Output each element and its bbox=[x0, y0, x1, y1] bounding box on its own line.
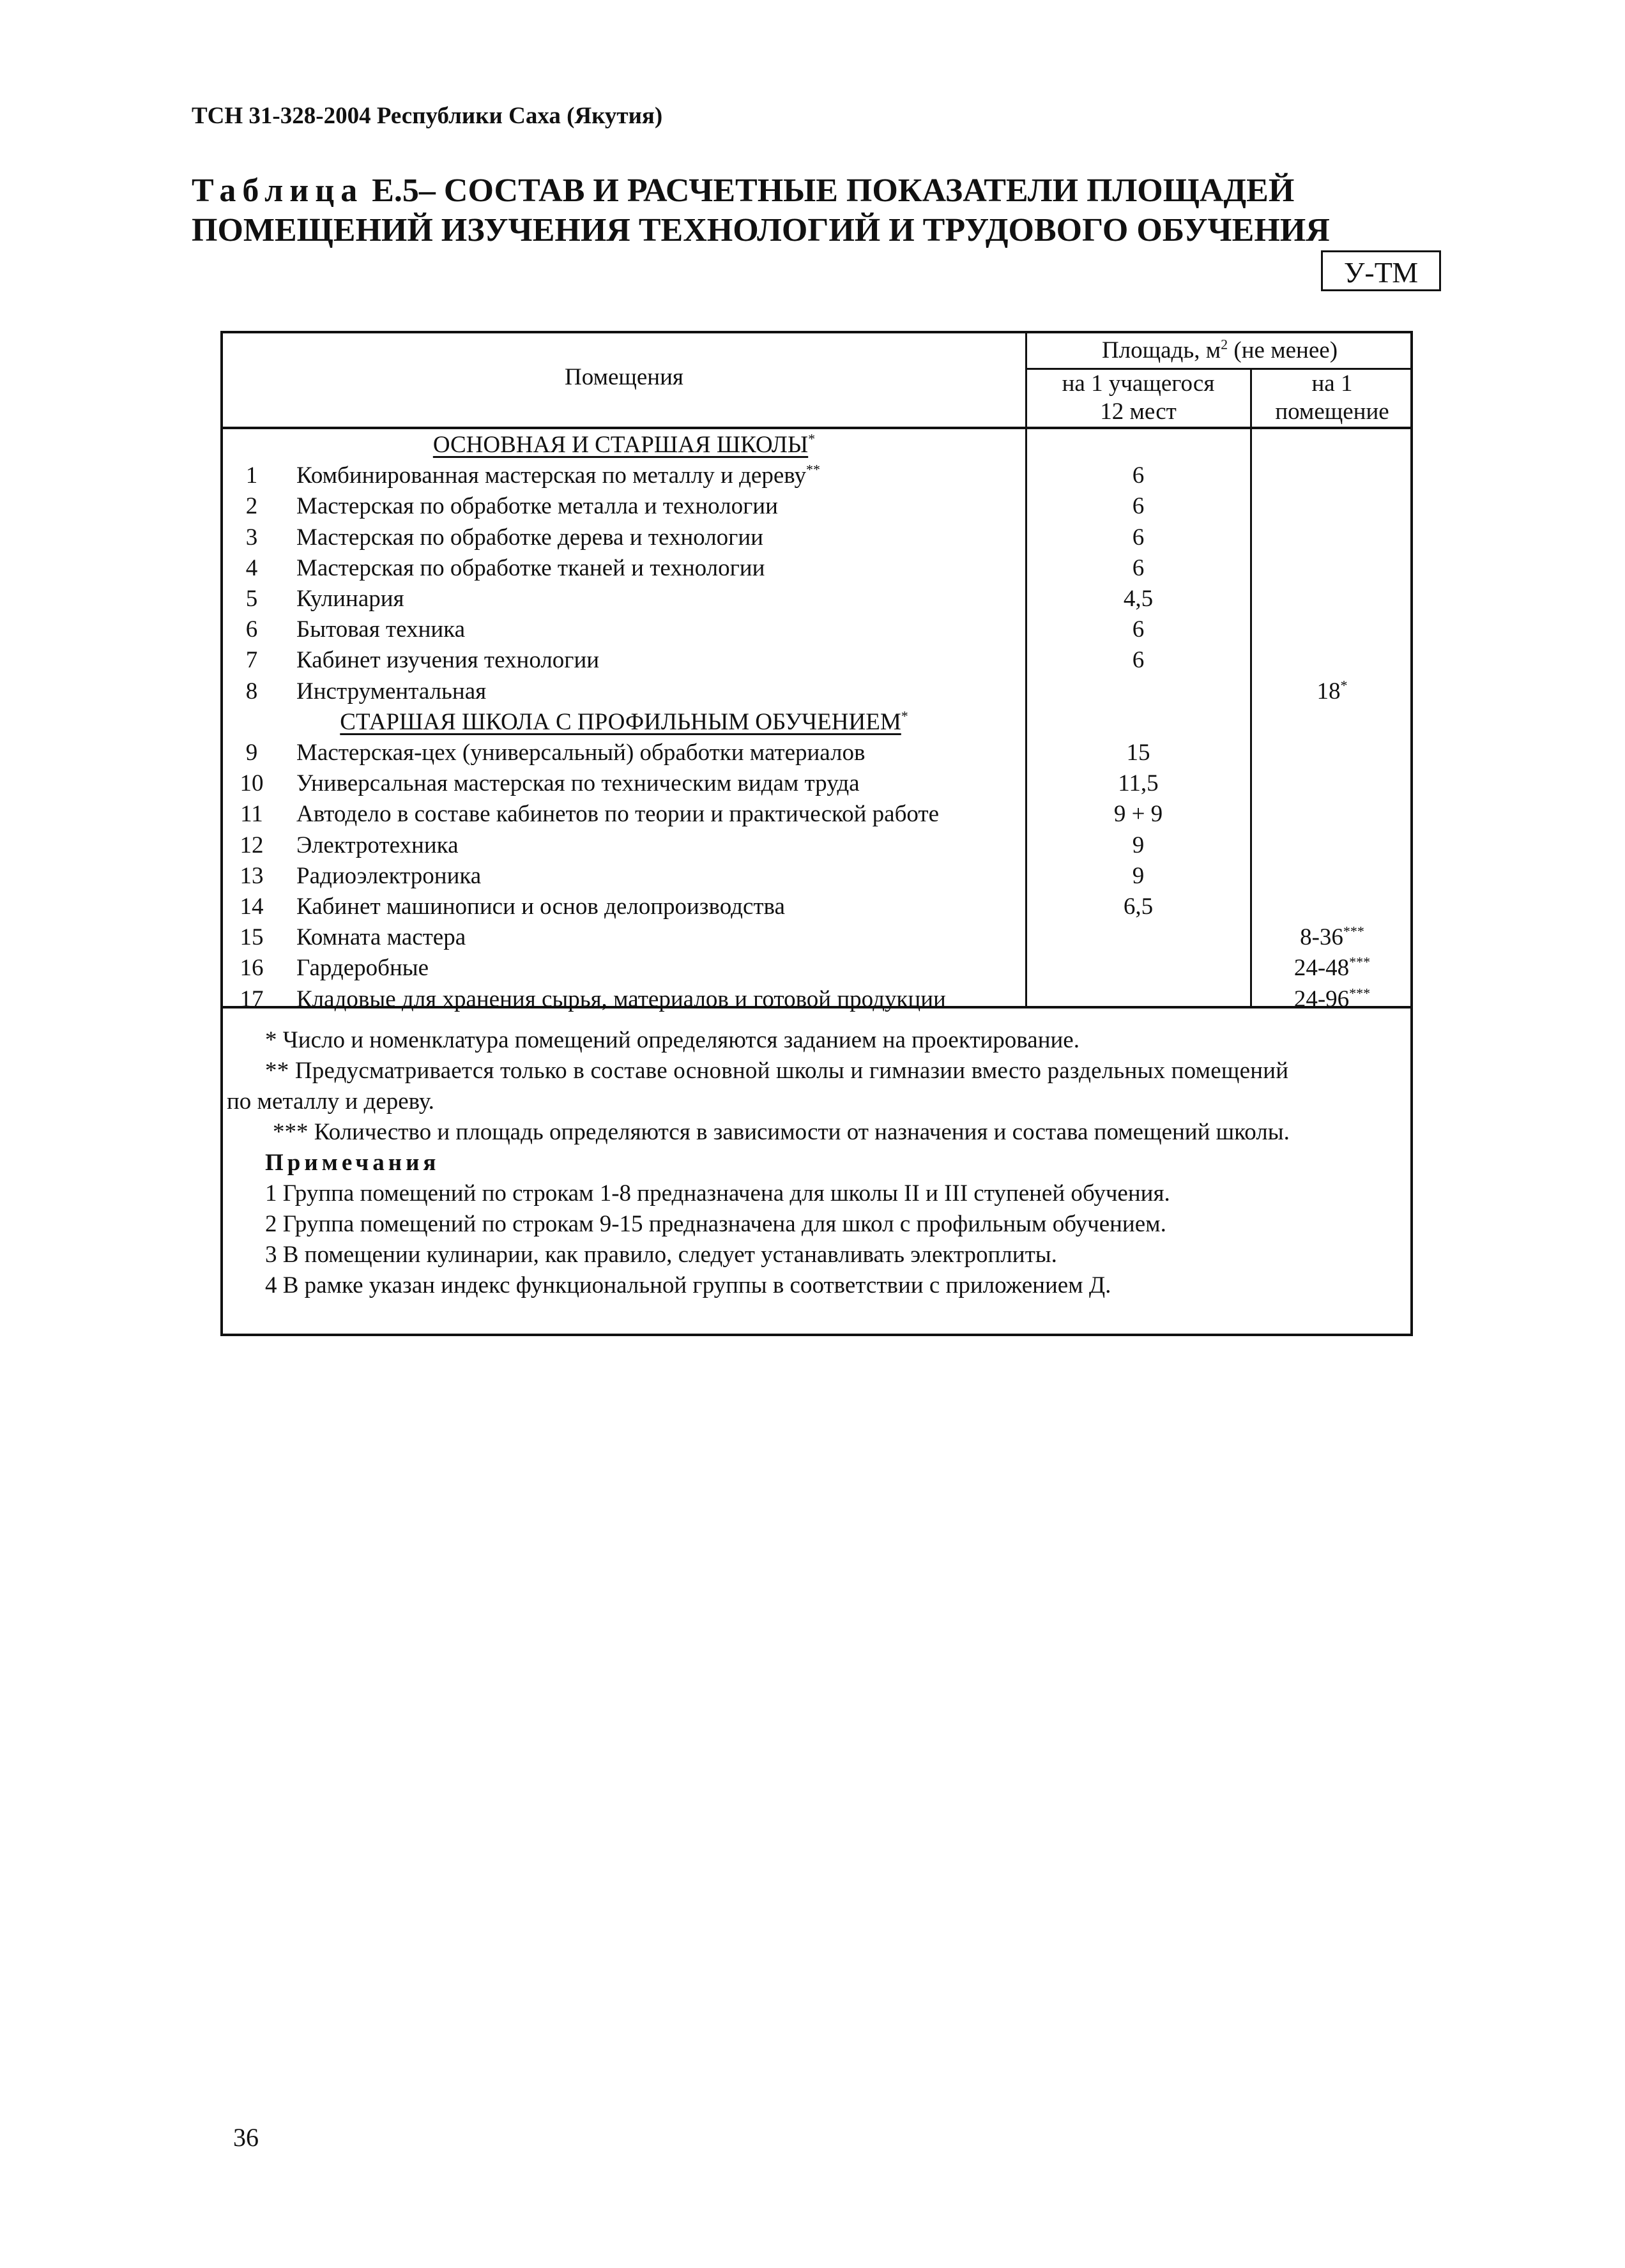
per-student-value: 6 bbox=[1132, 616, 1145, 643]
per-student-value: 9 + 9 bbox=[1113, 801, 1163, 828]
row-number: 4 bbox=[245, 554, 258, 581]
per-room-text: 18 bbox=[1316, 678, 1341, 704]
row-number: 9 bbox=[245, 740, 258, 766]
row-name-text: Мастерская-цех (универсальный) обработки материалов bbox=[296, 740, 866, 766]
row-name bbox=[296, 584, 1025, 614]
row-number: 3 bbox=[245, 524, 258, 551]
row-name-text: Мастерская по обработке металла и технологии bbox=[296, 493, 778, 520]
footnote-2a: ** Предусматривается только в составе основной школы и гимназии вместо раздельных помещений bbox=[265, 1058, 1289, 1084]
row-name bbox=[296, 862, 1025, 891]
row-number: 14 bbox=[240, 894, 264, 920]
row-name bbox=[296, 831, 1025, 860]
row-name-text: Комната мастера bbox=[296, 924, 466, 951]
note-item: 3 В помещении кулинарии, как правило, следует устанавливать электроплиты. bbox=[265, 1242, 1057, 1268]
page-number: 36 bbox=[233, 2123, 259, 2152]
row-name-text: Комбинированная мастерская по металлу и дереву bbox=[296, 462, 806, 489]
per-room-value bbox=[1251, 985, 1413, 1014]
group-code-box: У-ТМ bbox=[1321, 250, 1441, 291]
row-name bbox=[296, 554, 1025, 583]
row-name bbox=[296, 492, 1025, 521]
section-heading-mark: * bbox=[901, 708, 908, 724]
row-number: 8 bbox=[245, 678, 258, 704]
per-room-text: 8-36 bbox=[1300, 924, 1343, 951]
row-name bbox=[296, 677, 1025, 706]
per-room-text: 24-96 bbox=[1293, 986, 1350, 1012]
row-name-text: Электротехника bbox=[296, 832, 459, 858]
per-student-value: 4,5 bbox=[1123, 586, 1154, 612]
per-student-value: 6,5 bbox=[1123, 894, 1154, 920]
per-room-mark: *** bbox=[1343, 923, 1364, 940]
row-number: 1 bbox=[245, 462, 258, 489]
row-name bbox=[296, 954, 1025, 983]
row-name bbox=[296, 923, 1025, 952]
row-name-text: Радиоэлектроника bbox=[296, 862, 482, 889]
row-name-text: Кулинария bbox=[296, 586, 404, 612]
row-name bbox=[296, 646, 1025, 675]
title-number: Е.5 bbox=[372, 172, 419, 209]
per-student-value: 9 bbox=[1132, 832, 1145, 858]
per-room-value bbox=[1251, 677, 1413, 706]
per-room-text: 24-48 bbox=[1293, 955, 1350, 982]
row-number: 16 bbox=[240, 955, 264, 982]
footnote-2b: по металлу и дереву. bbox=[227, 1088, 434, 1115]
footnote-3: *** Количество и площадь определяются в зависимости от назначения и состава помещений школы. bbox=[273, 1119, 1290, 1145]
section-heading bbox=[223, 708, 1025, 737]
note-item: 2 Группа помещений по строкам 9-15 предназначена для школ с профильным обучением. bbox=[265, 1211, 1166, 1237]
note-item: 1 Группа помещений по строкам 1-8 предназначена для школы II и III ступеней обучения. bbox=[265, 1180, 1170, 1206]
row-name-text: Кладовые для хранения сырья, материалов и готовой продукции bbox=[296, 986, 946, 1012]
row-name-text: Бытовая техника bbox=[296, 616, 466, 643]
per-student-value: 6 bbox=[1132, 524, 1145, 551]
row-number: 17 bbox=[240, 986, 264, 1012]
row-number: 7 bbox=[245, 647, 258, 674]
notes-heading: Примечания bbox=[265, 1150, 440, 1176]
section-heading-text: СТАРШАЯ ШКОЛА С ПРОФИЛЬНЫМ ОБУЧЕНИЕМ bbox=[340, 708, 901, 735]
row-name bbox=[296, 769, 1025, 798]
row-name bbox=[296, 985, 1025, 1014]
per-student-value: 9 bbox=[1132, 862, 1145, 889]
divider-header-bottom bbox=[223, 427, 1413, 429]
row-number: 6 bbox=[245, 616, 258, 643]
per-room-mark: *** bbox=[1349, 954, 1371, 971]
row-name-text: Инструментальная bbox=[296, 678, 487, 704]
header-per-room-1: на 1 bbox=[1311, 370, 1353, 397]
header-area-sup: 2 bbox=[1221, 336, 1228, 353]
header-rooms: Помещения bbox=[565, 364, 683, 390]
row-number: 12 bbox=[240, 832, 264, 858]
row-number: 13 bbox=[240, 862, 264, 889]
per-student-value: 11,5 bbox=[1118, 770, 1159, 797]
header-per-room-2: помещение bbox=[1275, 399, 1389, 425]
section-heading bbox=[223, 430, 1025, 460]
title-line2: ПОМЕЩЕНИЙ ИЗУЧЕНИЯ ТЕХНОЛОГИЙ И ТРУДОВОГО ОБУЧЕНИЯ bbox=[192, 212, 1330, 248]
title-prefix: Таблица bbox=[192, 172, 364, 209]
row-name bbox=[296, 800, 1025, 829]
row-number: 11 bbox=[240, 801, 263, 828]
per-student-value: 6 bbox=[1132, 554, 1145, 581]
section-heading-mark: * bbox=[808, 430, 816, 447]
section-heading-text: ОСНОВНАЯ И СТАРШАЯ ШКОЛЫ bbox=[432, 432, 809, 458]
per-student-value: 6 bbox=[1132, 647, 1145, 674]
row-name bbox=[296, 892, 1025, 922]
row-number: 2 bbox=[245, 493, 258, 520]
row-name-text: Кабинет машинописи и основ делопроизводства bbox=[296, 894, 785, 920]
per-student-value: 15 bbox=[1126, 740, 1150, 766]
row-name bbox=[296, 523, 1025, 552]
row-name-text: Автодело в составе кабинетов по теории и практической работе bbox=[296, 801, 939, 828]
per-room-value bbox=[1251, 954, 1413, 983]
header-per-student-2: 12 мест bbox=[1100, 399, 1177, 425]
row-number: 5 bbox=[245, 586, 258, 612]
row-name-text: Мастерская по обработке дерева и технологии bbox=[296, 524, 763, 551]
title-line1: – СОСТАВ И РАСЧЕТНЫЕ ПОКАЗАТЕЛИ ПЛОЩАДЕЙ bbox=[418, 172, 1295, 209]
header-area-tail: (не менее) bbox=[1228, 337, 1338, 363]
note-item: 4 В рамке указан индекс функциональной группы в соответствии с приложением Д. bbox=[265, 1272, 1111, 1298]
per-room-value bbox=[1251, 923, 1413, 952]
row-name-text: Гардеробные bbox=[296, 955, 429, 982]
footnote-1: * Число и номенклатура помещений определяются заданием на проектирование. bbox=[265, 1027, 1080, 1053]
row-name-text: Кабинет изучения технологии bbox=[296, 647, 600, 674]
header-area bbox=[1026, 336, 1413, 365]
per-room-mark: *** bbox=[1349, 985, 1371, 1001]
row-number: 10 bbox=[240, 770, 264, 797]
per-room-mark: * bbox=[1340, 677, 1348, 694]
header-per-student-1: на 1 учащегося bbox=[1062, 370, 1215, 397]
row-name-text: Мастерская по обработке тканей и технологии bbox=[296, 554, 765, 581]
header-area-label: Площадь, м bbox=[1101, 337, 1221, 363]
row-number: 15 bbox=[240, 924, 264, 951]
row-name-text: Универсальная мастерская по техническим видам труда bbox=[296, 770, 860, 797]
table-notes bbox=[227, 1025, 1408, 1301]
document-header: ТСН 31-328-2004 Республики Саха (Якутия) bbox=[192, 103, 663, 129]
row-name bbox=[296, 615, 1025, 644]
per-student-value: 6 bbox=[1132, 462, 1145, 489]
row-name bbox=[296, 461, 1025, 491]
row-name bbox=[296, 738, 1025, 768]
table-title bbox=[192, 171, 1330, 250]
row-name-mark: ** bbox=[805, 461, 820, 478]
per-student-value: 6 bbox=[1132, 493, 1145, 520]
